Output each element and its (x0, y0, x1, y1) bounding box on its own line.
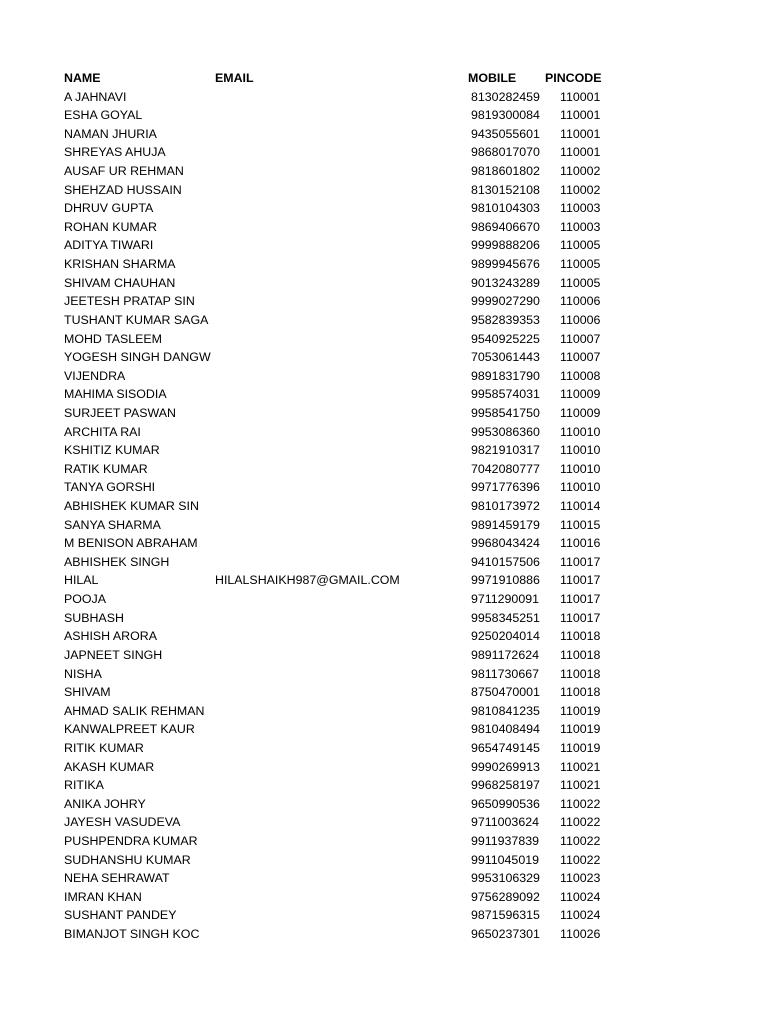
pincode-cell: 110009 (560, 405, 601, 420)
name-cell: JAYESH VASUDEVA (64, 815, 181, 830)
name-cell: MAHIMA SISODIA (64, 387, 167, 402)
column-header-name: NAME (64, 71, 101, 85)
mobile-cell: 9953106329 (471, 871, 540, 886)
pincode-cell: 110021 (560, 759, 601, 774)
pincode-cell: 110019 (560, 703, 601, 718)
table-row (0, 311, 768, 330)
pincode-cell: 110005 (560, 257, 601, 272)
name-cell: RITIK KUMAR (64, 740, 144, 755)
pincode-cell: 110002 (560, 164, 601, 179)
pincode-cell: 110024 (560, 889, 601, 904)
mobile-cell: 9971910886 (471, 573, 540, 588)
pincode-cell: 110007 (560, 350, 601, 365)
mobile-cell: 9958345251 (471, 610, 540, 625)
name-cell: ROHAN KUMAR (64, 219, 157, 234)
pincode-cell: 110006 (560, 312, 601, 327)
email-cell: HILALSHAIKH987@GMAIL.COM (215, 573, 400, 588)
name-cell: NISHA (64, 666, 102, 681)
table-row (0, 683, 768, 702)
pincode-cell: 110008 (560, 368, 601, 383)
table-row (0, 385, 768, 404)
pincode-cell: 110022 (560, 833, 601, 848)
name-cell: VIJENDRA (64, 368, 126, 383)
table-row (0, 143, 768, 162)
table-row (0, 888, 768, 907)
table-row (0, 441, 768, 460)
pincode-cell: 110010 (560, 443, 601, 458)
name-cell: JEETESH PRATAP SIN (64, 294, 195, 309)
mobile-cell: 9650237301 (471, 927, 540, 942)
mobile-cell: 9869406670 (471, 219, 540, 234)
table-row (0, 534, 768, 553)
name-cell: YOGESH SINGH DANGW (64, 350, 211, 365)
table-row (0, 274, 768, 293)
mobile-cell: 9435055601 (471, 126, 540, 141)
table-row (0, 665, 768, 684)
mobile-cell: 9911045019 (471, 852, 539, 867)
mobile-cell: 9891459179 (471, 517, 540, 532)
mobile-cell: 9958574031 (471, 387, 540, 402)
mobile-cell: 9013243289 (471, 275, 540, 290)
table-row (0, 702, 768, 721)
pincode-cell: 110006 (560, 294, 601, 309)
name-cell: BIMANJOT SINGH KOC (64, 927, 200, 942)
pincode-cell: 110010 (560, 461, 601, 476)
pincode-cell: 110017 (560, 573, 601, 588)
pincode-cell: 110019 (560, 740, 601, 755)
table-row (0, 516, 768, 535)
table-row (0, 497, 768, 516)
mobile-cell: 9818601802 (471, 164, 540, 179)
table-row (0, 571, 768, 590)
mobile-cell: 7042080777 (471, 461, 540, 476)
pincode-cell: 110018 (560, 666, 601, 681)
pincode-cell: 110014 (560, 499, 601, 514)
name-cell: SHIVAM (64, 685, 111, 700)
name-cell: RATIK KUMAR (64, 461, 148, 476)
mobile-cell: 9650990536 (471, 796, 540, 811)
column-header-pincode: PINCODE (545, 71, 602, 85)
mobile-cell: 9654749145 (471, 740, 540, 755)
mobile-cell: 9819300084 (471, 108, 540, 123)
table-row (0, 367, 768, 386)
table-row (0, 832, 768, 851)
name-cell: HILAL (64, 573, 99, 588)
name-cell: IMRAN KHAN (64, 889, 142, 904)
name-cell: POOJA (64, 592, 106, 607)
pincode-cell: 110005 (560, 238, 601, 253)
pincode-cell: 110021 (560, 778, 601, 793)
name-cell: SANYA SHARMA (64, 517, 161, 532)
pincode-cell: 110017 (560, 592, 601, 607)
table-row (0, 181, 768, 200)
mobile-cell: 9990269913 (471, 759, 540, 774)
mobile-cell: 9999888206 (471, 238, 540, 253)
pincode-cell: 110022 (560, 852, 601, 867)
table-row (0, 851, 768, 870)
pincode-cell: 110016 (560, 536, 601, 551)
name-cell: NEHA SEHRAWAT (64, 871, 170, 886)
pincode-cell: 110001 (560, 108, 601, 123)
mobile-cell: 9868017070 (471, 145, 540, 160)
table-row (0, 348, 768, 367)
name-cell: KSHITIZ KUMAR (64, 443, 160, 458)
contact-table (0, 69, 768, 944)
name-cell: AUSAF UR REHMAN (64, 164, 184, 179)
pincode-cell: 110001 (560, 126, 601, 141)
table-row (0, 460, 768, 479)
name-cell: SHIVAM CHAUHAN (64, 275, 176, 290)
mobile-cell: 9891172624 (471, 647, 539, 662)
table-row (0, 404, 768, 423)
table-row (0, 869, 768, 888)
name-cell: A JAHNAVI (64, 89, 127, 104)
mobile-cell: 9810104303 (471, 201, 540, 216)
mobile-cell: 9958541750 (471, 405, 540, 420)
mobile-cell: 9821910317 (471, 443, 540, 458)
mobile-cell: 9968258197 (471, 778, 540, 793)
name-cell: M BENISON ABRAHAM (64, 536, 198, 551)
mobile-cell: 9810841235 (471, 703, 540, 718)
pincode-cell: 110022 (560, 796, 601, 811)
mobile-cell: 9999027290 (471, 294, 540, 309)
table-row (0, 162, 768, 181)
table-row (0, 795, 768, 814)
table-row (0, 758, 768, 777)
mobile-cell: 9968043424 (471, 536, 540, 551)
name-cell: PUSHPENDRA KUMAR (64, 833, 198, 848)
mobile-cell: 9540925225 (471, 331, 540, 346)
pincode-cell: 110007 (560, 331, 601, 346)
mobile-cell: 9756289092 (471, 889, 540, 904)
name-cell: TANYA GORSHI (64, 480, 156, 495)
name-cell: DHRUV GUPTA (64, 201, 154, 216)
name-cell: ANIKA JOHRY (64, 796, 146, 811)
pincode-cell: 110009 (560, 387, 601, 402)
pincode-cell: 110024 (560, 908, 601, 923)
mobile-cell: 8130152108 (471, 182, 540, 197)
mobile-cell: 9711003624 (471, 815, 539, 830)
pincode-cell: 110018 (560, 629, 601, 644)
mobile-cell: 9953086360 (471, 424, 540, 439)
table-row (0, 236, 768, 255)
mobile-cell: 9971776396 (471, 480, 540, 495)
table-row (0, 88, 768, 107)
pincode-cell: 110015 (560, 517, 601, 532)
pincode-cell: 110010 (560, 480, 601, 495)
pincode-cell: 110010 (560, 424, 601, 439)
mobile-cell: 9899945676 (471, 257, 540, 272)
table-row (0, 478, 768, 497)
name-cell: SURJEET PASWAN (64, 405, 176, 420)
mobile-cell: 9811730667 (471, 666, 539, 681)
column-header-mobile: MOBILE (468, 71, 517, 85)
name-cell: KRISHAN SHARMA (64, 257, 176, 272)
name-cell: TUSHANT KUMAR SAGA (64, 312, 209, 327)
pincode-cell: 110001 (560, 145, 601, 160)
mobile-cell: 8750470001 (471, 685, 540, 700)
table-row (0, 776, 768, 795)
pincode-cell: 110018 (560, 685, 601, 700)
pincode-cell: 110003 (560, 201, 601, 216)
table-row (0, 813, 768, 832)
mobile-cell: 9810173972 (471, 499, 540, 514)
column-header-email: EMAIL (215, 71, 254, 85)
name-cell: NAMAN JHURIA (64, 126, 157, 141)
table-row (0, 218, 768, 237)
table-row (0, 553, 768, 572)
name-cell: AKASH KUMAR (64, 759, 155, 774)
name-cell: SUBHASH (64, 610, 124, 625)
name-cell: ABHISHEK SINGH (64, 554, 170, 569)
name-cell: ABHISHEK KUMAR SIN (64, 499, 199, 514)
pincode-cell: 110022 (560, 815, 601, 830)
mobile-cell: 9582839353 (471, 312, 540, 327)
table-row (0, 720, 768, 739)
name-cell: MOHD TASLEEM (64, 331, 162, 346)
table-row (0, 255, 768, 274)
mobile-cell: 7053061443 (471, 350, 540, 365)
name-cell: SUDHANSHU KUMAR (64, 852, 191, 867)
table-row (0, 330, 768, 349)
pincode-cell: 110017 (560, 554, 601, 569)
name-cell: ARCHITA RAI (64, 424, 141, 439)
pincode-cell: 110001 (560, 89, 601, 104)
name-cell: ESHA GOYAL (64, 108, 143, 123)
name-cell: JAPNEET SINGH (64, 647, 163, 662)
name-cell: AHMAD SALIK REHMAN (64, 703, 205, 718)
table-row (0, 739, 768, 758)
mobile-cell: 9891831790 (471, 368, 540, 383)
mobile-cell: 8130282459 (471, 89, 540, 104)
name-cell: SHEHZAD HUSSAIN (64, 182, 182, 197)
pincode-cell: 110003 (560, 219, 601, 234)
table-row (0, 609, 768, 628)
mobile-cell: 9810408494 (471, 722, 540, 737)
name-cell: SHREYAS AHUJA (64, 145, 166, 160)
name-cell: ASHISH ARORA (64, 629, 157, 644)
table-row (0, 627, 768, 646)
table-row (0, 646, 768, 665)
pincode-cell: 110017 (560, 610, 601, 625)
mobile-cell: 9871596315 (471, 908, 540, 923)
pincode-cell: 110002 (560, 182, 601, 197)
mobile-cell: 9911937839 (471, 833, 539, 848)
pincode-cell: 110026 (560, 927, 601, 942)
name-cell: ADITYA TIWARI (64, 238, 154, 253)
pincode-cell: 110023 (560, 871, 601, 886)
mobile-cell: 9410157506 (471, 554, 540, 569)
name-cell: SUSHANT PANDEY (64, 908, 177, 923)
table-row (0, 925, 768, 944)
table-header-row (0, 69, 768, 88)
table-row (0, 125, 768, 144)
mobile-cell: 9711290091 (471, 592, 539, 607)
pincode-cell: 110019 (560, 722, 601, 737)
table-row (0, 906, 768, 925)
table-body (0, 88, 768, 944)
name-cell: RITIKA (64, 778, 104, 793)
table-row (0, 106, 768, 125)
pincode-cell: 110018 (560, 647, 601, 662)
table-row (0, 590, 768, 609)
table-row (0, 423, 768, 442)
mobile-cell: 9250204014 (471, 629, 540, 644)
pincode-cell: 110005 (560, 275, 601, 290)
table-row (0, 292, 768, 311)
table-row (0, 199, 768, 218)
name-cell: KANWALPREET KAUR (64, 722, 195, 737)
